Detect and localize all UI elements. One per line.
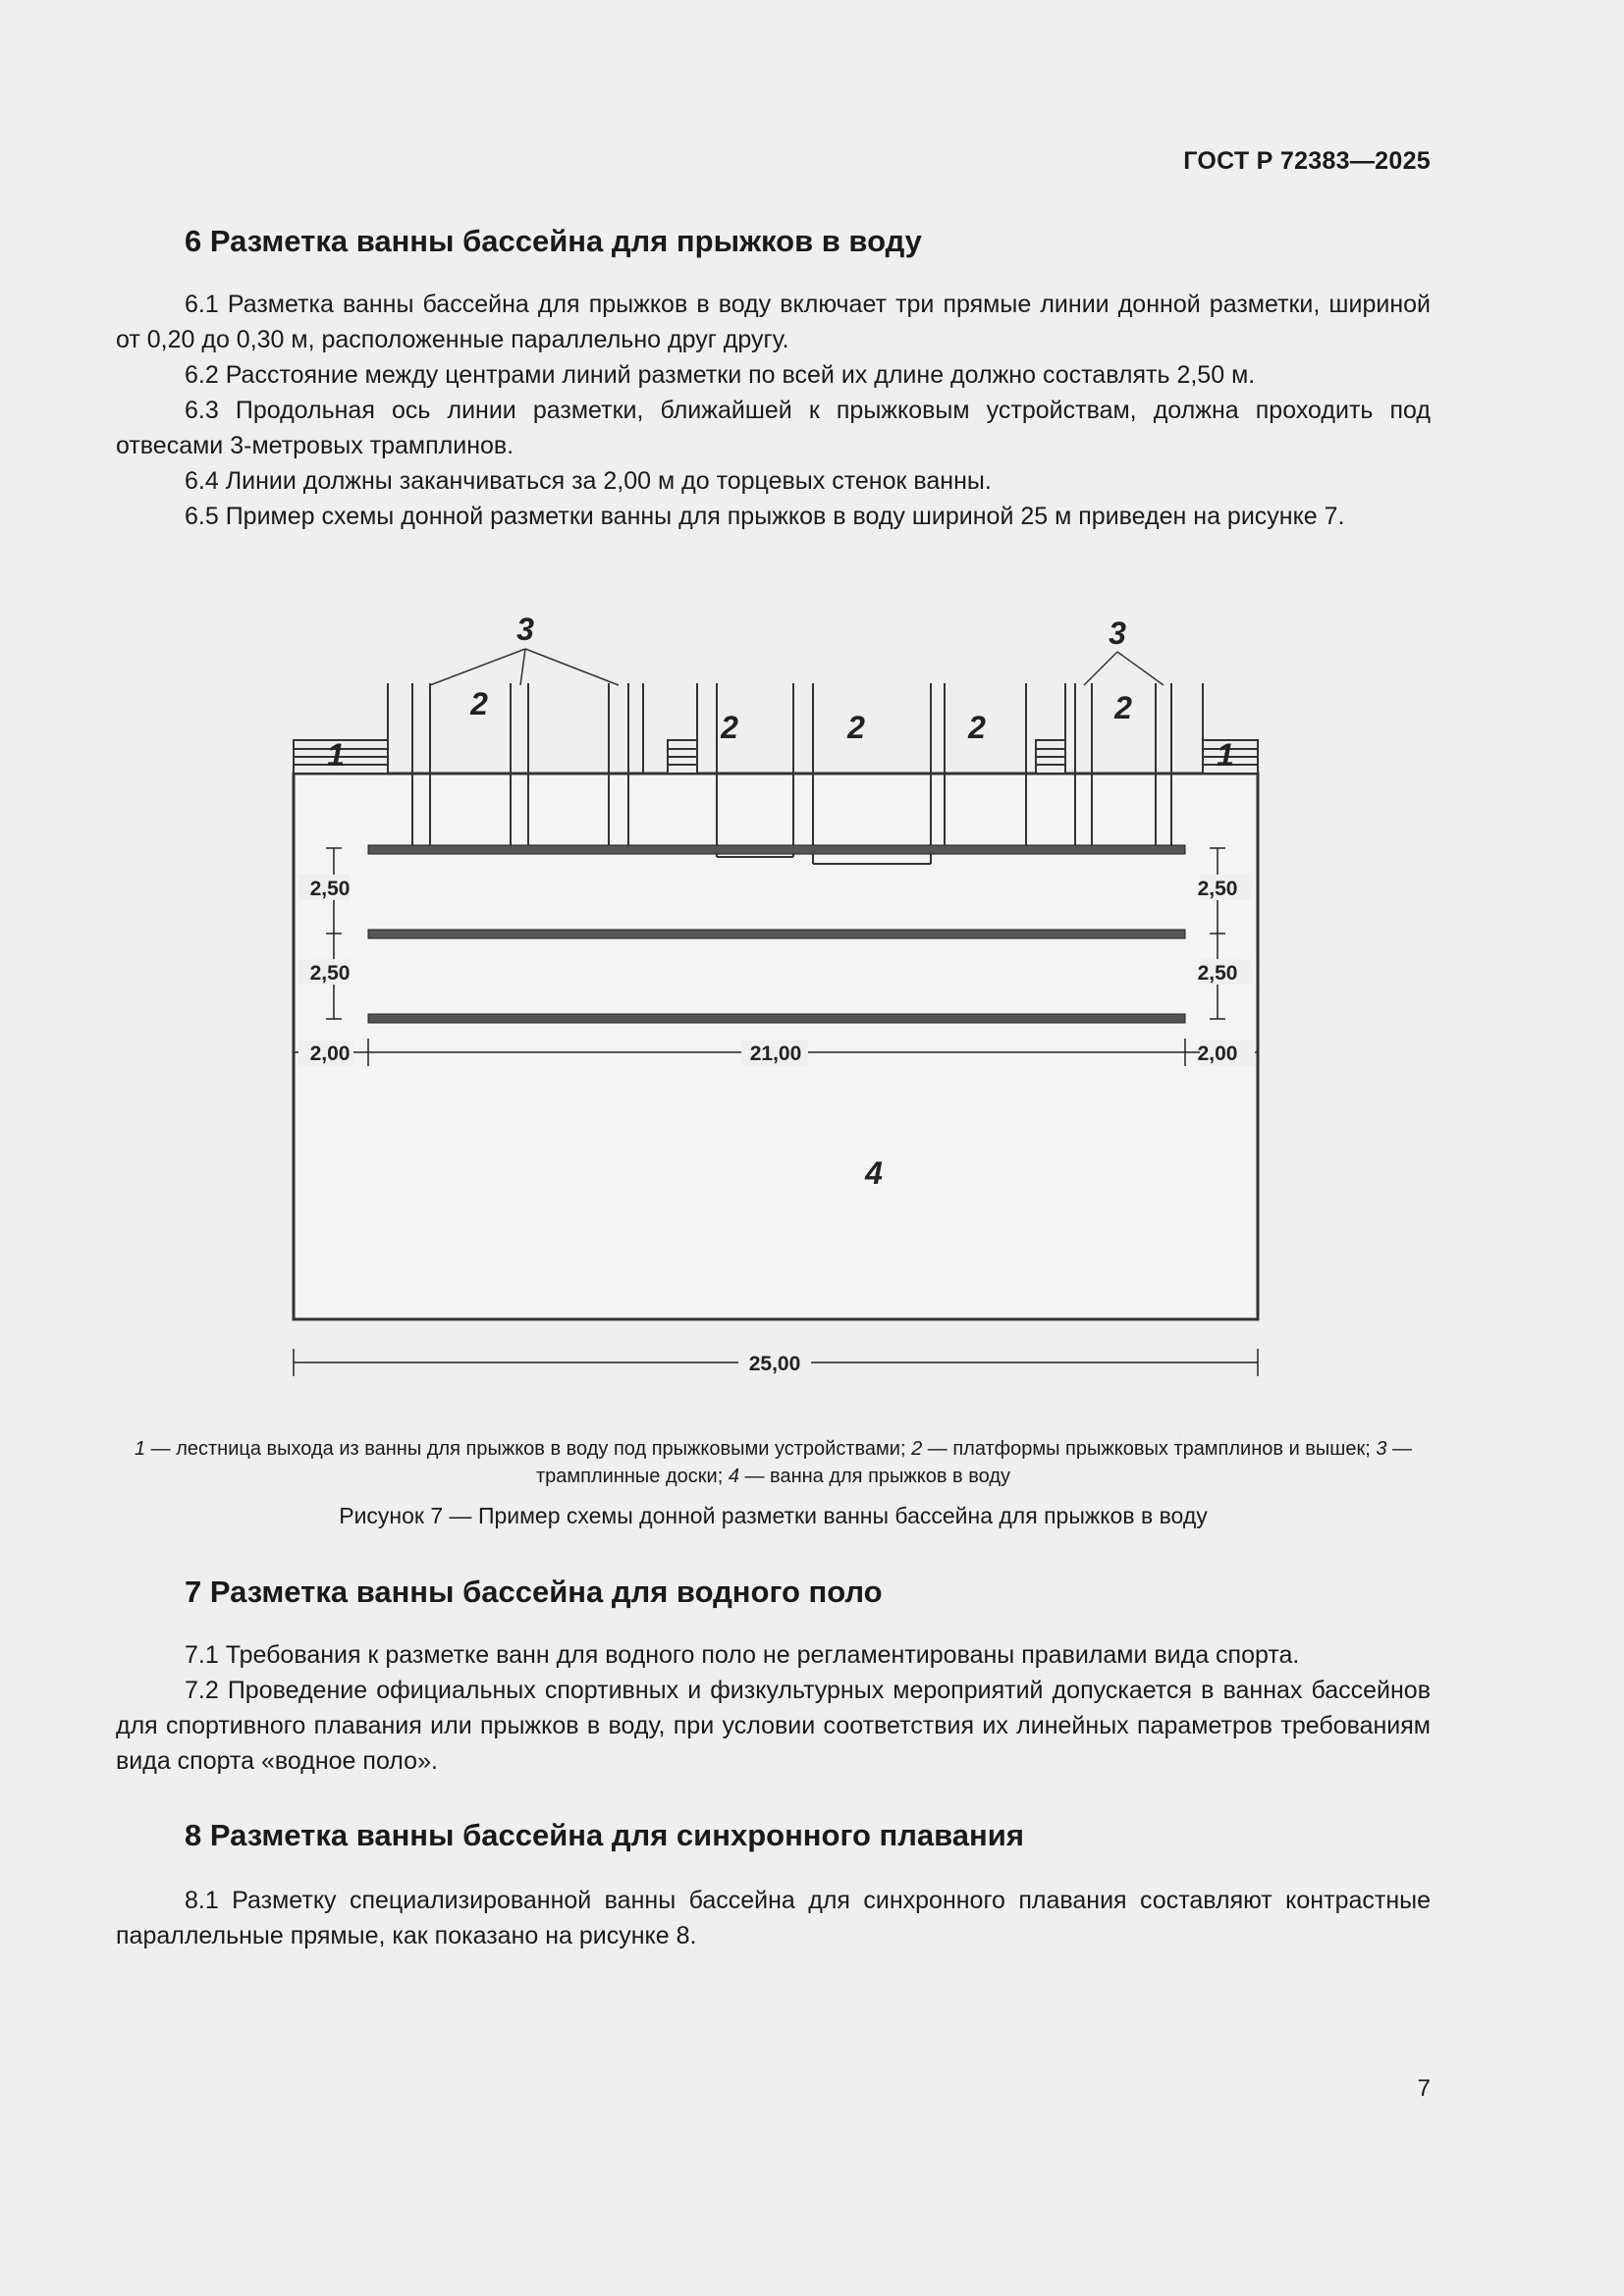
- dim-spacing-right-2: 2,50: [1197, 962, 1238, 985]
- label-stairs-left: 1: [327, 737, 345, 773]
- marking-line-1: [368, 845, 1185, 854]
- figure-7-diagram: [285, 607, 1267, 1402]
- legend-text-3: — трамплинные доски;: [536, 1438, 1413, 1487]
- dim-spacing-left-2: 2,50: [309, 962, 351, 985]
- label-platform-5: 2: [1114, 690, 1132, 725]
- springboard-leaders: [430, 649, 1164, 685]
- paragraph-6-5: 6.5 Пример схемы донной разметки ванны для прыжков в воду шириной 25 м приведен на рисунке 7.: [185, 503, 1345, 530]
- paragraph-6-2: 6.2 Расстояние между центрами линий разметки по всей их длине должно составлять 2,50 м.: [185, 361, 1256, 389]
- dim-pool-width: 25,00: [748, 1353, 801, 1375]
- section-7-title: 7 Разметка ванны бассейна для водного поло: [185, 1575, 883, 1609]
- paragraph-7-2: 7.2 Проведение официальных спортивных и физкультурных мероприятий допускается в ваннах бассейнов для спортивного плавания или прыжков в воду, при условии соответствия их линейных параметров требованиям вида спорта «водное поло».: [116, 1677, 1431, 1775]
- dim-end-right: 2,00: [1197, 1042, 1238, 1065]
- section-6-title: 6 Разметка ванны бассейна для прыжков в воду: [185, 224, 922, 258]
- label-platform-3: 2: [847, 710, 865, 745]
- label-pool: 4: [865, 1155, 883, 1191]
- stairs-middle-right: [1036, 740, 1065, 774]
- page-number: 7: [1417, 2075, 1431, 2102]
- paragraph-8-1: 8.1 Разметку специализированной ванны бассейна для синхронного плавания составляют контрастные параллельные прямые, как показано на рисунке 8.: [116, 1887, 1431, 1949]
- label-platform-1: 2: [470, 686, 488, 721]
- pool-marking-diagram: [285, 607, 1267, 1402]
- legend-text-1: — лестница выхода из ванны для прыжков в воду под прыжковыми устройствами;: [145, 1438, 912, 1460]
- figure-7-legend: [116, 1435, 1431, 1490]
- paragraph-6-3: 6.3 Продольная ось линии разметки, ближайшей к прыжковым устройствам, должна проходить под отвесами 3-метровых трамплинов.: [116, 397, 1431, 459]
- paragraph-7-1: 7.1 Требования к разметке ванн для водного поло не регламентированы правилами вида спорта.: [185, 1641, 1300, 1669]
- dim-spacing-left-1: 2,50: [309, 878, 351, 900]
- marking-line-2: [368, 930, 1185, 938]
- document-code: ГОСТ Р 72383—2025: [1183, 147, 1431, 175]
- dim-end-left: 2,00: [309, 1042, 351, 1065]
- legend-text-4: — ванна для прыжков в воду: [738, 1466, 1010, 1487]
- marking-line-3: [368, 1014, 1185, 1023]
- legend-num-3: 3: [1376, 1438, 1387, 1460]
- legend-num-4: 4: [728, 1466, 739, 1487]
- dim-spacing-right-1: 2,50: [1197, 878, 1238, 900]
- label-springboard-right: 3: [1109, 615, 1126, 651]
- legend-text-2: — платформы прыжковых трамплинов и вышек;: [922, 1438, 1377, 1460]
- label-stairs-right: 1: [1217, 737, 1234, 773]
- figure-7-caption: Рисунок 7 — Пример схемы донной разметки ванны бассейна для прыжков в воду: [339, 1503, 1208, 1528]
- paragraph-6-4: 6.4 Линии должны заканчиваться за 2,00 м до торцевых стенок ванны.: [185, 467, 992, 495]
- dim-line-length: 21,00: [749, 1042, 802, 1065]
- label-springboard-left: 3: [516, 612, 534, 647]
- legend-num-1: 1: [134, 1438, 146, 1460]
- legend-num-2: 2: [911, 1438, 923, 1460]
- label-platform-2: 2: [721, 710, 738, 745]
- label-platform-4: 2: [968, 710, 986, 745]
- stairs-middle-left: [668, 740, 697, 774]
- paragraph-6-1: 6.1 Разметка ванны бассейна для прыжков в воду включает три прямые линии донной разметки, шириной от 0,20 до 0,30 м, расположенные параллельно друг другу.: [116, 291, 1431, 353]
- section-8-title: 8 Разметка ванны бассейна для синхронного плавания: [185, 1818, 1024, 1852]
